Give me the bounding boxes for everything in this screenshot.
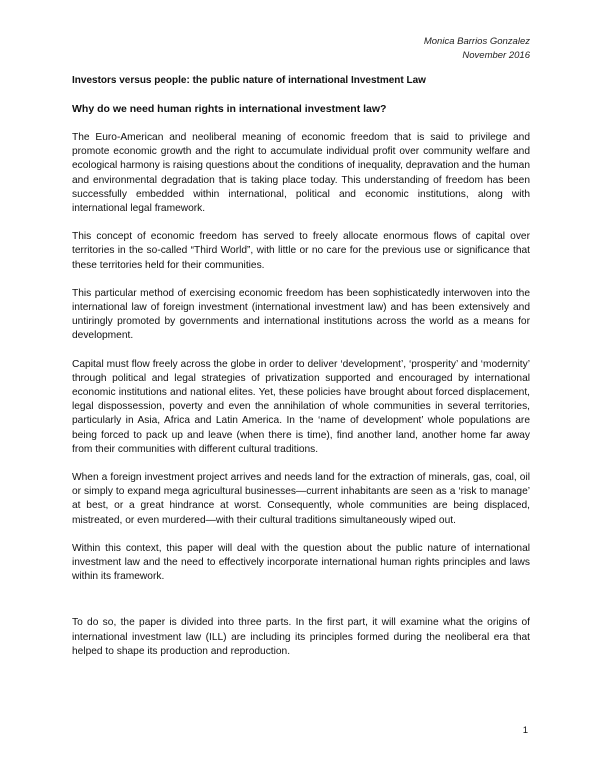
paragraph: The Euro-American and neoliberal meaning of economic freedom that is said to privilege and promote economic growth and the right to accumulate individual profit over community welfare and ecological harmony is raising questions about the conditions of inequality, depravation and the human and environmental degradation that is taking place today. This understanding of freedom has been successfully embedded within international, political and economic institutions, along with international legal framework. xyxy=(72,132,530,215)
paragraph: To do so, the paper is divided into three parts. In the first part, it will examine what the origins of international investment law (ILL) are including its principles formed during the neoliberal era that helped to shape its production and reproduction. xyxy=(72,617,530,657)
author-name: Monica Barrios Gonzalez xyxy=(423,36,530,47)
paragraph: When a foreign investment project arrives and needs land for the extraction of minerals, gas, coal, oil or simply to expand mega agricultural businesses—current inhabitants are seen as a ‘risk to manage’ at best, or a great hindrance at worst. Consequently, whole communities are being displaced, mistreated, or even murdered—with their cultural traditions simultaneously wiped out. xyxy=(72,472,530,526)
page-number: 1 xyxy=(522,725,528,736)
document-title: Investors versus people: the public nature of international Investment Law xyxy=(72,75,426,86)
paragraph: Within this context, this paper will deal with the question about the public nature of international investment law and the need to effectively incorporate international human rights principles and laws within its framework. xyxy=(72,542,530,583)
document-date: November 2016 xyxy=(462,50,530,61)
paragraph: This concept of economic freedom has served to freely allocate enormous flows of capital over territories in the so-called “Third World”, with little or no care for the previous use or significance that these territories held for their communities. xyxy=(72,231,530,271)
paragraph: Capital must flow freely across the globe in order to deliver ‘development’, ‘prosperity’ and ‘modernity’ through political and legal strategies of privatization supported and encouraged by international economic institutions and national elites. Yet, these policies have brought about forced displacement, legal dispossession, poverty and even the annihilation of whole communities in several territories, particularly in Asia, Africa and Latin America. In the ‘name of development’ whole populations are being forced to pack up and leave (when there is time), find another land, another home far away from their communities with different cultural traditions. xyxy=(72,358,530,455)
document-header xyxy=(424,35,530,63)
section-heading: Why do we need human rights in international investment law? xyxy=(72,103,387,115)
document-body xyxy=(72,74,530,673)
paragraph: This particular method of exercising economic freedom has been sophisticatedly interwoven into the international law of foreign investment (international investment law) and has been extensively and untiringly promoted by governments and international institutions across the world as a means for development. xyxy=(72,287,530,342)
